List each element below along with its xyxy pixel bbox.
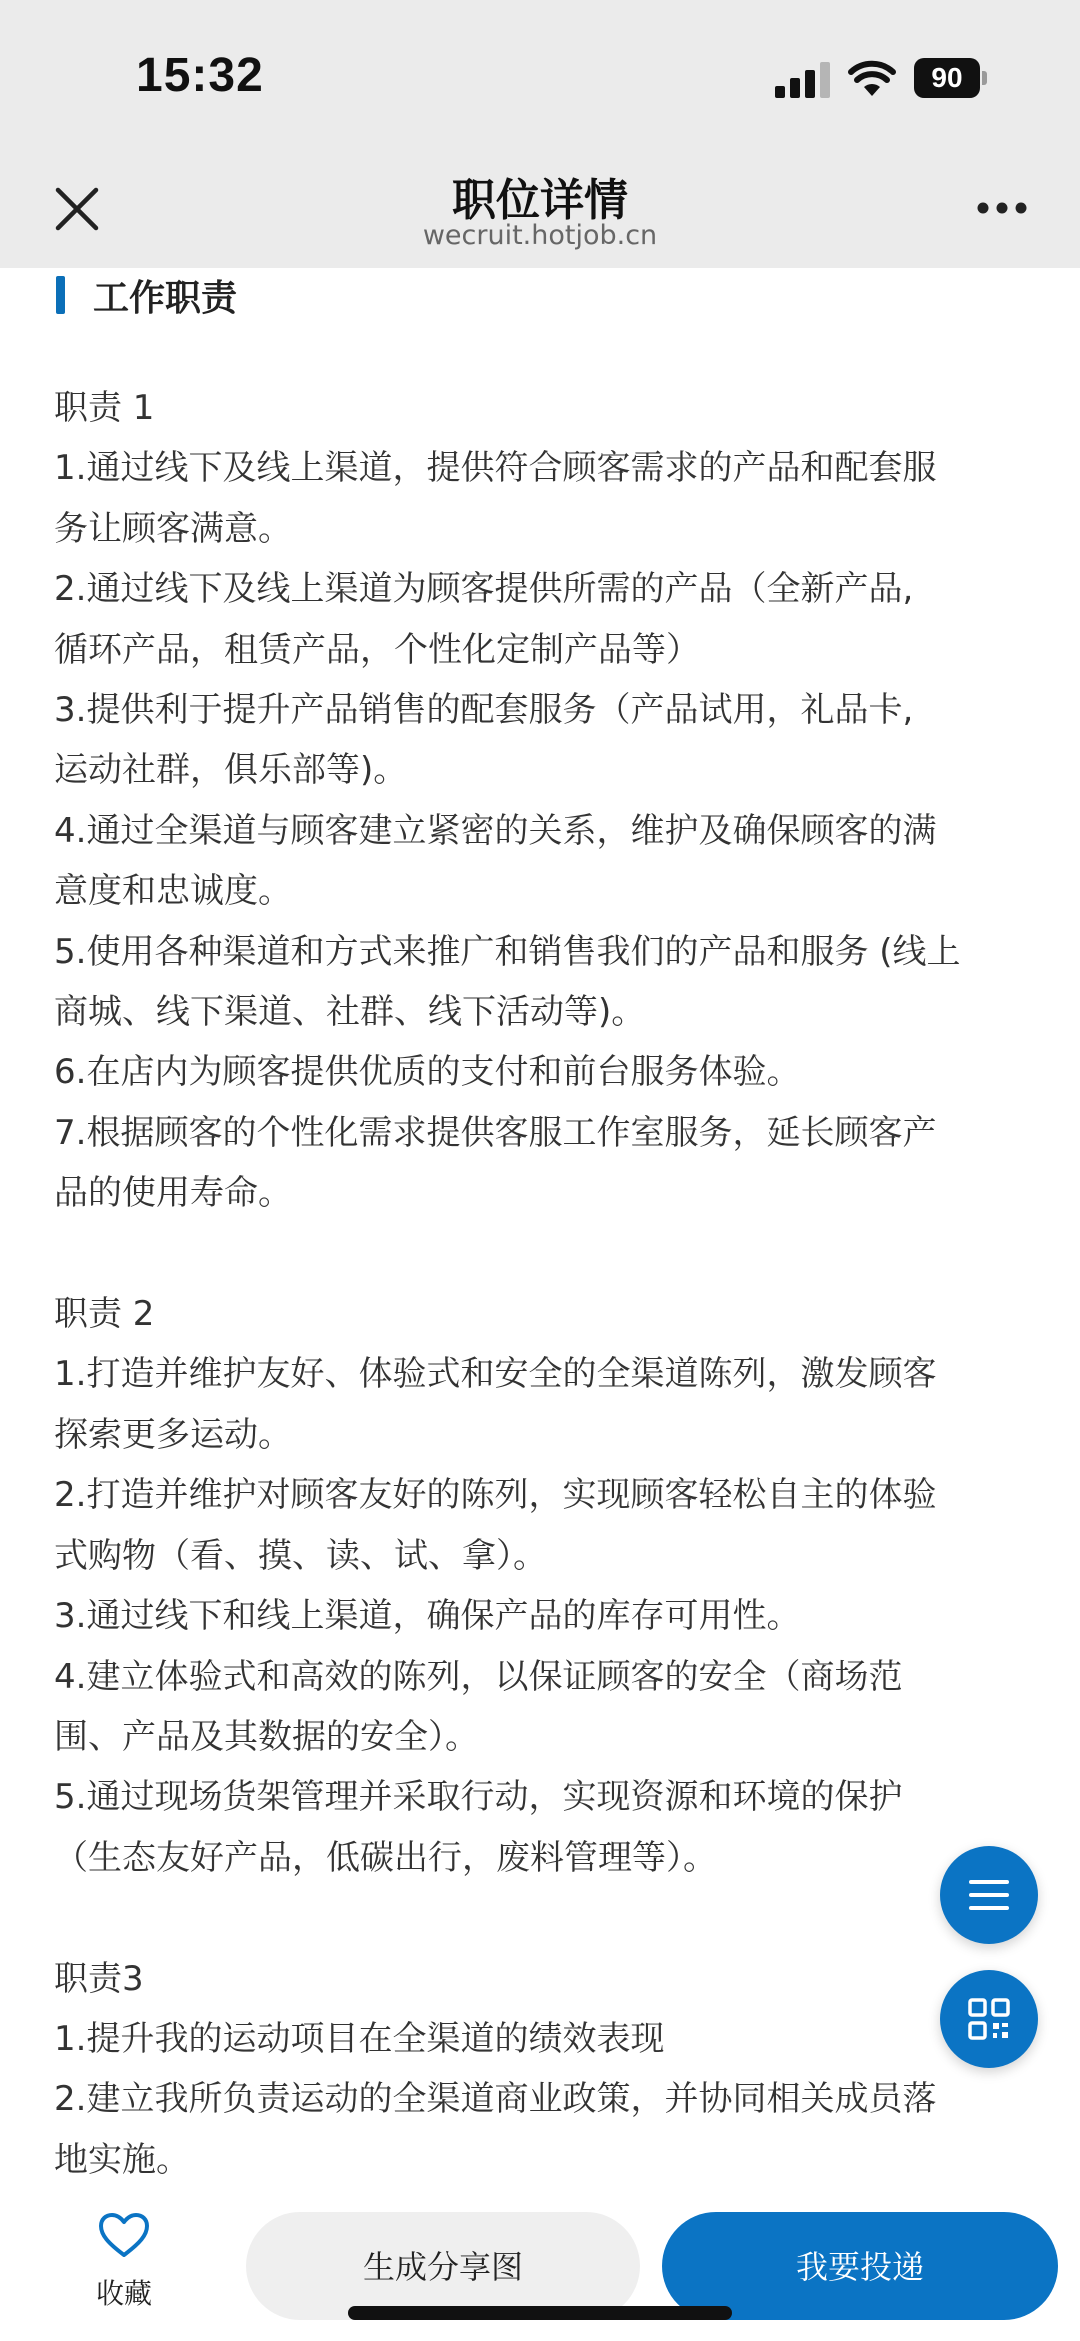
duty-group-1 [54, 378, 1044, 1224]
duty-line: 式购物（看、摸、读、试、拿）。 [54, 1535, 547, 1576]
duty-group-2 [54, 1284, 1044, 1888]
qr-code-button[interactable] [940, 1970, 1038, 2068]
duty-line: 地实施。 [54, 2139, 190, 2180]
section-title: 工作职责 [93, 277, 238, 319]
duty-line: 职责 2 [54, 1294, 155, 1335]
duty-line: 职责 1 [54, 388, 155, 428]
duty-line: 6.在店内为顾客提供优质的支付和前台服务体验。 [54, 1052, 801, 1093]
duty-line: 循环产品，租赁产品，个性化定制产品等） [54, 629, 700, 670]
duty-line: 1.提升我的运动项目在全渠道的绩效表现 [54, 2018, 665, 2059]
apply-button[interactable]: 我要投递 [662, 2212, 1058, 2320]
duty-line: 5.使用各种渠道和方式来推广和销售我们的产品和服务 (线上 [54, 931, 961, 972]
wifi-icon [848, 60, 896, 98]
duty-line: 4.建立体验式和高效的陈列，以保证顾客的安全（商场范 [54, 1656, 903, 1697]
duty-line: 运动社群，俱乐部等)。 [54, 750, 408, 791]
duty-line: 商城、线下渠道、社群、线下活动等)。 [54, 992, 646, 1033]
menu-button[interactable] [940, 1846, 1038, 1944]
duty-line: 7.根据顾客的个性化需求提供客服工作室服务，延长顾客产 [54, 1112, 937, 1153]
menu-icon [967, 1877, 1011, 1913]
duty-line: 3.提供利于提升产品销售的配套服务（产品试用，礼品卡, [54, 690, 914, 731]
duty-line: 探索更多运动。 [54, 1414, 292, 1455]
favorite-label: 收藏 [95, 2277, 152, 2310]
duty-line: 5.通过现场货架管理并采取行动，实现资源和环境的保护 [54, 1777, 903, 1818]
section-header [56, 272, 237, 318]
duty-line: 围、产品及其数据的安全）。 [54, 1716, 479, 1757]
duty-line: 4.通过全渠道与顾客建立紧密的关系，维护及确保顾客的满 [54, 810, 937, 851]
duty-group-3 [54, 1949, 1044, 2191]
battery-icon [914, 58, 986, 98]
duty-line: 2.建立我所负责运动的全渠道商业政策，并协同相关成员落 [54, 2079, 937, 2120]
section-accent-bar [56, 276, 65, 314]
duty-line: 务让顾客满意。 [54, 508, 292, 549]
duty-line: 1.打造并维护友好、体验式和安全的全渠道陈列，激发顾客 [54, 1354, 937, 1395]
top-bar [0, 0, 1080, 268]
status-time: 15:32 [136, 49, 264, 102]
page-domain: wecruit.hotjob.cn [422, 220, 658, 251]
home-indicator[interactable] [348, 2306, 732, 2320]
duty-line: 意度和忠诚度。 [54, 871, 292, 912]
favorite-button[interactable] [84, 2212, 164, 2312]
duty-line: 3.通过线下和线上渠道，确保产品的库存可用性。 [54, 1596, 801, 1637]
battery-level: 90 [914, 58, 980, 98]
duty-line: （生态友好产品，低碳出行，废料管理等）。 [54, 1837, 717, 1878]
duty-line: 1.通过线下及线上渠道，提供符合顾客需求的产品和配套服 [54, 448, 937, 489]
generate-share-image-button[interactable]: 生成分享图 [246, 2212, 640, 2320]
qr-code-icon [967, 1997, 1011, 2041]
battery-cap [982, 71, 987, 85]
more-icon[interactable] [976, 200, 1028, 216]
duty-line: 2.通过线下及线上渠道为顾客提供所需的产品（全新产品, [54, 569, 914, 610]
duty-line: 2.打造并维护对顾客友好的陈列，实现顾客轻松自主的体验 [54, 1475, 937, 1516]
duty-line: 品的使用寿命。 [54, 1173, 292, 1214]
page-title: 职位详情 [452, 175, 628, 226]
duty-line: 职责3 [54, 1958, 144, 1999]
heart-icon [98, 2212, 150, 2258]
signal-icon [775, 62, 831, 98]
job-duties [54, 378, 1044, 2190]
